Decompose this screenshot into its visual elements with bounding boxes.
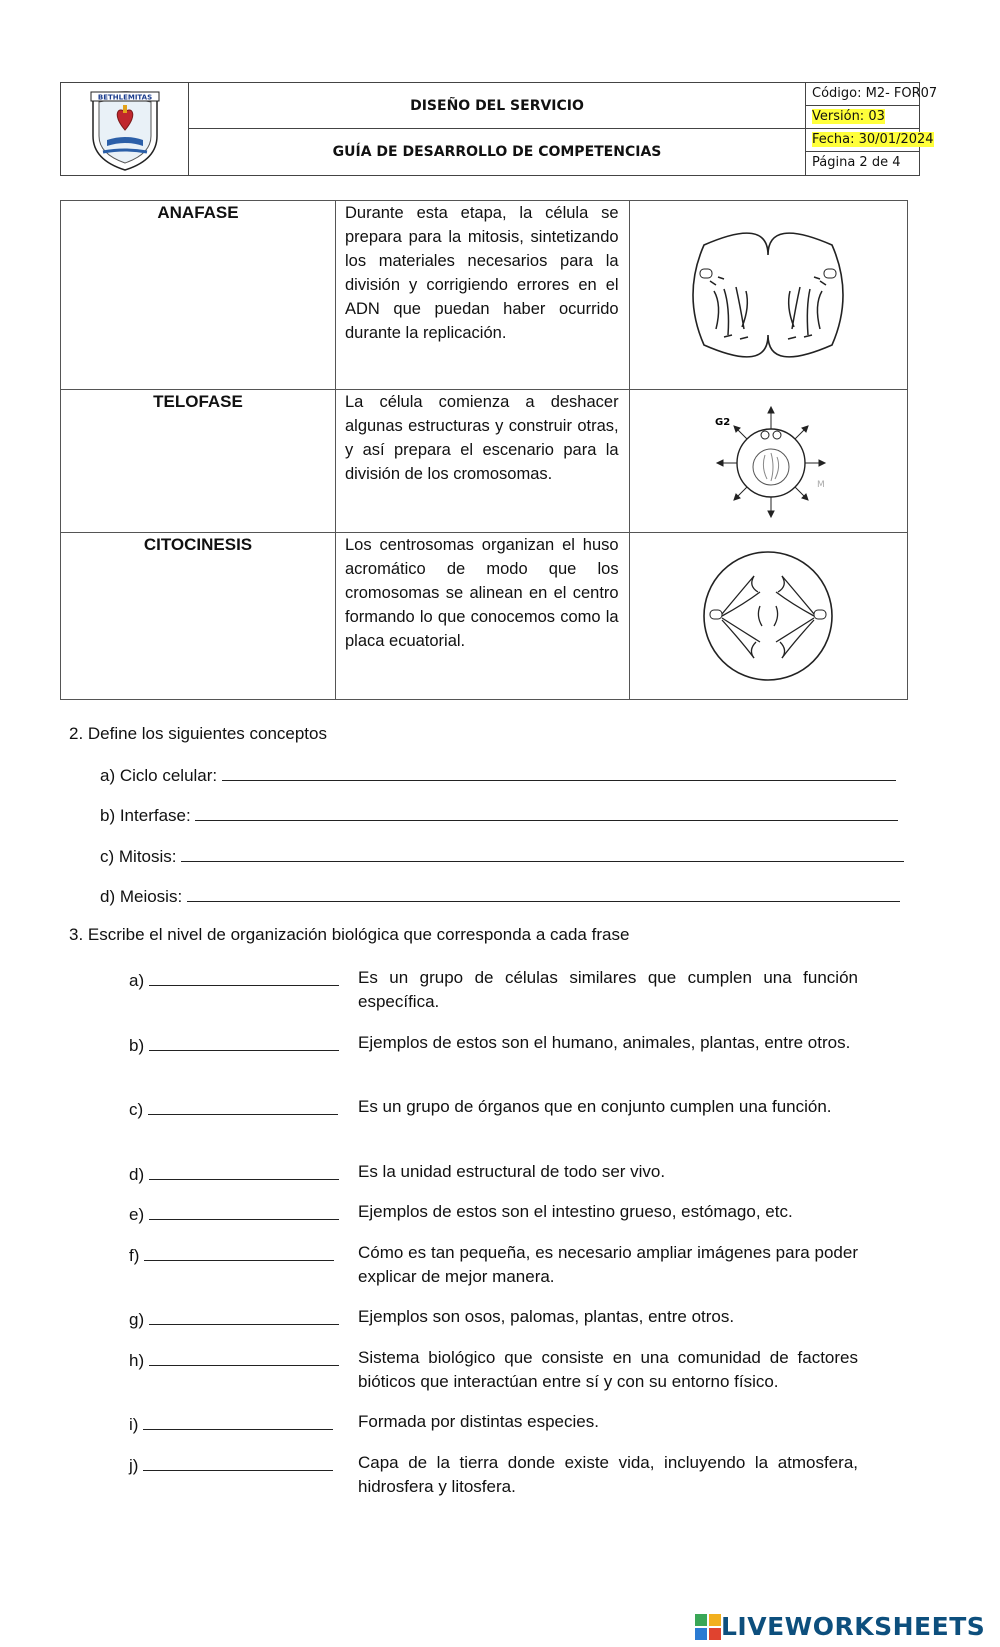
item-label: c) — [129, 1100, 144, 1119]
answer-line[interactable] — [149, 1308, 339, 1325]
school-logo — [61, 83, 189, 175]
answer-line[interactable] — [144, 1244, 334, 1261]
liveworksheets-icon — [695, 1614, 721, 1640]
phases-table — [60, 200, 908, 700]
header-title-guide: GUÍA DE DESARROLLO DE COMPETENCIAS — [332, 144, 662, 160]
item-label: e) — [129, 1205, 145, 1224]
answer-line[interactable] — [149, 1034, 339, 1051]
item-text: Cómo es tan pequeña, es necesario ampliar imágenes para poder explicar de mejor manera. — [358, 1243, 858, 1286]
phase-image-cell — [629, 533, 907, 700]
answer-line[interactable] — [149, 1163, 339, 1180]
level-item — [129, 1098, 338, 1120]
item-text: Capa de la tierra donde existe vida, incluyendo la atmosfera, hidrosfera y litosfera. — [358, 1453, 858, 1496]
phase-description: Los centrosomas organizan el huso acromático de modo que los cromosomas se alinean en el centro formando lo que conocemos como la placa ecuatorial. — [335, 533, 629, 700]
version-highlight: Versión: 03 — [812, 109, 885, 124]
answer-line[interactable] — [149, 1349, 339, 1366]
phase-description: La célula comienza a deshacer algunas estructuras y construir otras, y así prepara el escenario para la división de los cromosomas. — [335, 390, 629, 533]
answer-line[interactable] — [195, 804, 898, 821]
item-text: Sistema biológico que consiste en una comunidad de factores bióticos que interactúan entre sí y con su entorno físico. — [358, 1348, 858, 1391]
phase-description: Durante esta etapa, la célula se prepara para la mitosis, sintetizando los materiales necesarios para la división y corrigiendo errores en el ADN que puedan haber ocurrido durante la replicación. — [335, 201, 629, 390]
g2-label: G2 — [715, 417, 731, 428]
level-item — [129, 1454, 333, 1476]
table-row — [61, 390, 908, 533]
answer-line[interactable] — [143, 1454, 333, 1471]
item-label: h) — [129, 1351, 145, 1370]
fecha-highlight: Fecha: 30/01/2024 — [812, 132, 934, 147]
phase-name: CITOCINESIS — [61, 533, 336, 700]
define-item-label: c) Mitosis: — [100, 847, 177, 866]
liveworksheets-logo — [695, 1612, 985, 1641]
level-item — [129, 1034, 339, 1056]
item-label: a) — [129, 971, 145, 990]
level-item — [129, 1163, 339, 1185]
item-text: Es un grupo de células similares que cumplen una función específica. — [358, 968, 858, 1011]
item-text: Formada por distintas especies. — [358, 1412, 599, 1431]
answer-line[interactable] — [181, 845, 904, 862]
define-item-label: d) Meiosis: — [100, 887, 183, 906]
define-item — [100, 764, 896, 786]
answer-line[interactable] — [187, 885, 900, 902]
item-text: Es la unidad estructural de todo ser vivo. — [358, 1162, 666, 1181]
item-text: Ejemplos de estos son el humano, animales, plantas, entre otros. — [358, 1033, 851, 1052]
answer-line[interactable] — [222, 764, 896, 781]
document-header — [60, 82, 938, 176]
define-item — [100, 845, 904, 867]
header-codigo: Código: M2- FOR07 — [806, 83, 919, 106]
question-3-title: 3. Escribe el nivel de organización biológica que corresponda a cada frase — [69, 925, 630, 944]
define-item-label: b) Interfase: — [100, 806, 191, 825]
item-label: g) — [129, 1310, 145, 1329]
m-label: M — [817, 480, 826, 490]
school-crest-icon — [85, 86, 165, 172]
question-2-title: 2. Define los siguientes conceptos — [69, 724, 327, 743]
answer-line[interactable] — [148, 1098, 338, 1115]
item-label: b) — [129, 1036, 145, 1055]
phase-name: TELOFASE — [61, 390, 336, 533]
brand-text: LIVEWORKSHEETS — [721, 1612, 986, 1641]
item-label: d) — [129, 1165, 145, 1184]
define-item — [100, 885, 900, 907]
item-label: f) — [129, 1246, 140, 1265]
item-text: Ejemplos de estos son el intestino grueso, estómago, etc. — [358, 1202, 793, 1221]
logo-text: BETHLEMITAS — [97, 93, 152, 102]
define-item-label: a) Ciclo celular: — [100, 766, 218, 785]
level-item — [129, 969, 339, 991]
level-item — [129, 1244, 334, 1266]
table-row — [61, 533, 908, 700]
item-label: j) — [129, 1456, 139, 1475]
header-version — [806, 106, 919, 129]
header-fecha — [806, 129, 934, 152]
answer-line[interactable] — [149, 969, 339, 986]
level-item — [129, 1308, 339, 1330]
phase-image-cell — [629, 390, 907, 533]
level-item — [129, 1203, 339, 1225]
phase-name: ANAFASE — [61, 201, 336, 390]
header-title-service: DISEÑO DEL SERVICIO — [189, 83, 805, 129]
answer-line[interactable] — [149, 1203, 339, 1220]
item-text: Es un grupo de órganos que en conjunto cumplen una función. — [358, 1097, 832, 1116]
header-pagina: Página 2 de 4 — [812, 155, 901, 170]
answer-line[interactable] — [143, 1413, 333, 1430]
item-text: Ejemplos son osos, palomas, plantas, entre otros. — [358, 1307, 735, 1326]
table-row — [61, 201, 908, 390]
level-item — [129, 1413, 333, 1435]
item-label: i) — [129, 1415, 139, 1434]
metaphase-cell-diagram — [698, 546, 838, 686]
phase-image-cell — [629, 201, 907, 390]
cell-cycle-diagram — [703, 401, 833, 521]
level-item — [129, 1349, 339, 1371]
anaphase-cell-diagram — [684, 225, 852, 365]
define-item — [100, 804, 898, 826]
